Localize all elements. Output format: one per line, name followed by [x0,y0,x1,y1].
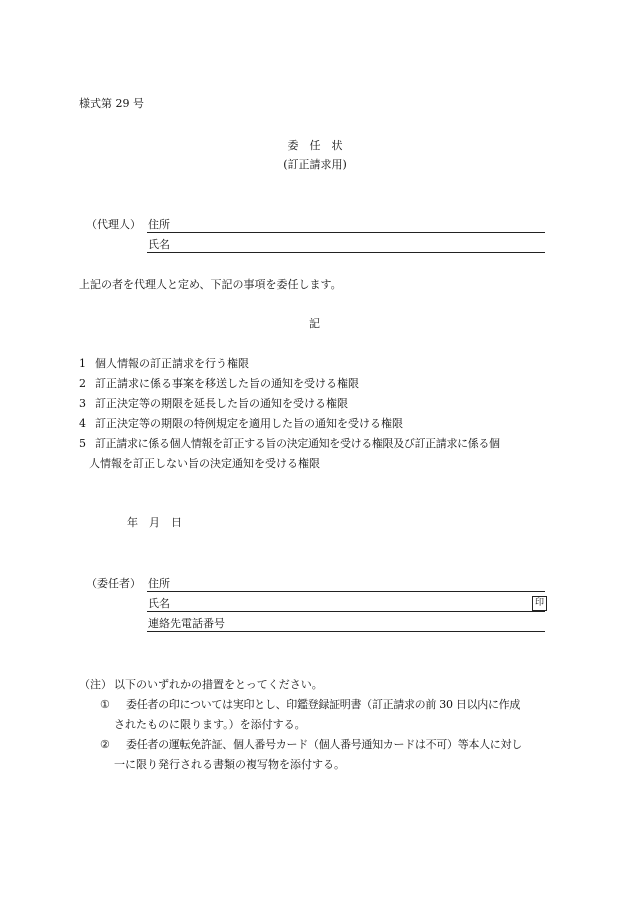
note-item-marker: ① [100,698,110,711]
document-subtitle: (訂正請求用) [283,158,347,171]
note-intro: 以下のいずれかの措置をとってください。 [114,678,323,691]
form-number: 様式第 29 号 [79,97,144,110]
note-item-text: 委任者の印については実印とし、印鑑登録証明書（訂正請求の前 30 日以内に作成 [126,698,521,711]
note-item-text-continuation: されたものに限ります。）を添付する。 [114,718,306,731]
principal-role-label: （委任者） [86,577,141,590]
principal-address-line [147,591,545,592]
item-text: 訂正請求に係る事案を移送した旨の通知を受ける権限 [95,377,359,390]
principal-name-label: 氏名 [148,597,170,610]
note-item-text-continuation: 一に限り発行される書類の複写物を添付する。 [114,758,345,771]
note-item-text: 委任者の運転免許証、個人番号カード（個人番号通知カードは不可）等本人に対し [126,738,522,751]
item-number: 5 [79,437,86,450]
item-number: 4 [79,417,86,430]
principal-name-line [147,611,545,612]
note-label: （注） [79,678,112,691]
agent-address-line [147,232,545,233]
item-text: 訂正決定等の期限の特例規定を適用した旨の通知を受ける権限 [95,417,403,430]
ki-heading: 記 [309,317,320,330]
agent-role-label: （代理人） [86,218,141,231]
item-number: 2 [79,377,86,390]
agent-name-line [147,252,545,253]
item-text: 訂正請求に係る個人情報を訂正する旨の決定通知を受ける権限及び訂正請求に係る個 [95,437,500,450]
item-text: 訂正決定等の期限を延長した旨の通知を受ける権限 [95,397,348,410]
item-number: 1 [79,357,86,370]
date-line: 年 月 日 [127,516,182,529]
note-item-marker: ② [100,738,110,751]
principal-phone-label: 連絡先電話番号 [148,617,225,630]
item-text-continuation: 人情報を訂正しない旨の決定通知を受ける権限 [89,457,320,470]
item-number: 3 [79,397,86,410]
document-title: 委 任 状 [287,139,343,152]
agent-name-label: 氏名 [148,238,170,251]
agent-address-label: 住所 [148,218,170,231]
seal-box: 印 [532,596,547,611]
principal-address-label: 住所 [148,577,170,590]
item-text: 個人情報の訂正請求を行う権限 [95,357,249,370]
principal-phone-line [147,631,545,632]
delegation-statement: 上記の者を代理人と定め、下記の事項を委任します。 [79,278,342,291]
